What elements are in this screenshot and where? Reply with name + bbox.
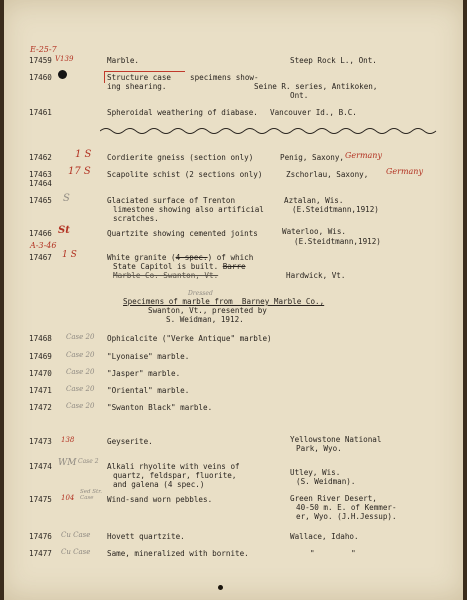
catalog-number: 17476	[29, 532, 52, 541]
handwritten-mark: 17 S	[68, 166, 91, 177]
entry-locality: Yellowstone National	[290, 435, 382, 444]
entry-description: Scapolite schist (2 sections only)	[107, 170, 263, 179]
entry-description: "Swanton Black" marble.	[107, 403, 213, 412]
section-heading: S. Weidman, 1912.	[166, 315, 244, 324]
handwritten-annotation: Germany	[345, 151, 382, 160]
entry-description: Hovett quartzite.	[107, 532, 185, 541]
desc-part: ) of which	[207, 253, 254, 262]
catalog-number: 17463	[29, 170, 52, 179]
entry-description: scratches.	[113, 214, 159, 223]
desc-part: State Capitol is built.	[113, 262, 219, 271]
catalog-number: 17466	[29, 229, 52, 238]
entry-locality: Hardwick, Vt.	[286, 271, 346, 280]
catalog-number: 17470	[29, 369, 52, 378]
catalog-number: 17462	[29, 153, 52, 162]
struck-text: Marble Co. Swanton, Vt.	[113, 271, 219, 280]
catalog-number: 17471	[29, 386, 52, 395]
handwritten-note: A-3-46	[30, 241, 57, 250]
entry-description	[107, 253, 253, 262]
entry-description	[113, 262, 246, 271]
entry-description: Spheroidal weathering of diabase.	[107, 108, 258, 117]
entry-locality: Utley, Wis.	[290, 468, 341, 477]
entry-description: specimens show-	[190, 73, 259, 82]
handwritten-mark: St	[58, 225, 70, 236]
handwritten-mark: WM	[58, 458, 77, 468]
entry-description: "Lyonaise" marble.	[107, 352, 190, 361]
entry-description: limestone showing also artificial	[113, 205, 264, 214]
page-edge-right	[463, 0, 467, 600]
entry-locality: Waterloo, Wis.	[282, 227, 347, 236]
handwritten-mark: 1 S	[62, 250, 77, 260]
section-heading: Swanton, Vt., presented by	[148, 306, 267, 315]
handwritten-mark: Cu Case	[61, 548, 91, 556]
handwritten-mark: Case 20	[66, 368, 95, 376]
entry-locality: Penig, Saxony,	[280, 153, 345, 162]
catalog-number: 17461	[29, 108, 52, 117]
entry-description: Alkali rhyolite with veins of	[107, 462, 240, 471]
handwritten-insert: Dressed	[188, 290, 213, 297]
section-heading: Specimens of marble from Barney Marble Co.,	[123, 297, 325, 306]
page-mark	[218, 585, 223, 590]
entry-locality: (E.Steidtmann,1912)	[292, 205, 379, 214]
entry-description: and galena (4 spec.)	[113, 480, 205, 489]
entry-locality: Aztalan, Wis.	[284, 196, 344, 205]
handwritten-mark: S	[63, 193, 70, 204]
handwritten-annotation: Germany	[386, 167, 423, 176]
entry-description: quartz, feldspar, fluorite,	[113, 471, 237, 480]
entry-description: Cordierite gneiss (section only)	[107, 153, 254, 162]
catalog-number: 17465	[29, 196, 52, 205]
handwritten-mark: Case 20	[66, 333, 95, 341]
handwritten-mark: Case 20	[66, 402, 95, 410]
entry-description: ing shearing.	[107, 82, 167, 91]
catalog-number: 17477	[29, 549, 52, 558]
handwritten-note-top: E-25-7	[30, 45, 57, 54]
entry-description: Glaciated surface of Trenton	[107, 196, 236, 205]
catalog-number: 17464	[29, 179, 52, 188]
entry-locality: " "	[310, 549, 356, 558]
entry-locality: Park, Wyo.	[296, 444, 342, 453]
struck-text: Barre	[222, 262, 246, 271]
handwritten-mark: 138	[61, 436, 75, 444]
page-edge-left	[0, 0, 4, 600]
entry-locality: Wallace, Idaho.	[290, 532, 359, 541]
entry-description: Geyserite.	[107, 437, 153, 446]
entry-description: Wind-sand worn pebbles.	[107, 495, 213, 504]
entry-locality: (E.Steidtmann,1912)	[294, 237, 381, 246]
entry-description: "Jasper" marble.	[107, 369, 181, 378]
entry-description: Quartzite showing cemented joints	[107, 229, 258, 238]
entry-description: Structure case	[107, 73, 172, 82]
catalog-number: 17459	[29, 56, 52, 65]
catalog-number: 17460	[29, 73, 52, 82]
entry-description: Ophicalcite ("Verke Antique" marble)	[107, 334, 272, 343]
entry-description: "Oriental" marble.	[107, 386, 190, 395]
entry-locality: Seine R. series, Antikoken,	[254, 82, 378, 91]
entry-locality: Vancouver Id., B.C.	[270, 108, 357, 117]
wavy-divider	[100, 125, 440, 137]
entry-description: Marble.	[107, 56, 140, 65]
handwritten-mark: Sed Str. Case	[80, 489, 103, 501]
entry-locality: Green River Desert,	[290, 494, 377, 503]
entry-locality: Steep Rock L., Ont.	[290, 56, 377, 65]
entry-locality: Zschorlau, Saxony,	[286, 170, 369, 179]
entry-locality: (S. Weidman).	[296, 477, 356, 486]
catalog-number: 17469	[29, 352, 52, 361]
catalog-number: 17475	[29, 495, 52, 504]
handwritten-mark: Cu Case	[61, 531, 91, 539]
desc-part: White granite (	[107, 253, 176, 262]
catalog-number: 17468	[29, 334, 52, 343]
handwritten-mark: Case 2	[78, 458, 99, 465]
handwritten-mark: Case 20	[66, 351, 95, 359]
catalog-number: 17467	[29, 253, 52, 262]
handwritten-mark: 104	[61, 494, 75, 502]
struck-text: 4 spec.	[175, 253, 208, 262]
catalog-number: 17473	[29, 437, 52, 446]
catalog-number: 17472	[29, 403, 52, 412]
ink-blot	[58, 70, 67, 79]
entry-locality: Ont.	[290, 91, 309, 100]
handwritten-mark: V139	[55, 55, 74, 63]
entry-locality: er, Wyo. (J.H.Jessup).	[296, 512, 397, 521]
entry-description: Same, mineralized with bornite.	[107, 549, 249, 558]
entry-locality: 40-50 m. E. of Kemmer-	[296, 503, 397, 512]
catalog-number: 17474	[29, 462, 52, 471]
handwritten-mark: Case 20	[66, 385, 95, 393]
handwritten-mark: 1 S	[75, 149, 92, 160]
